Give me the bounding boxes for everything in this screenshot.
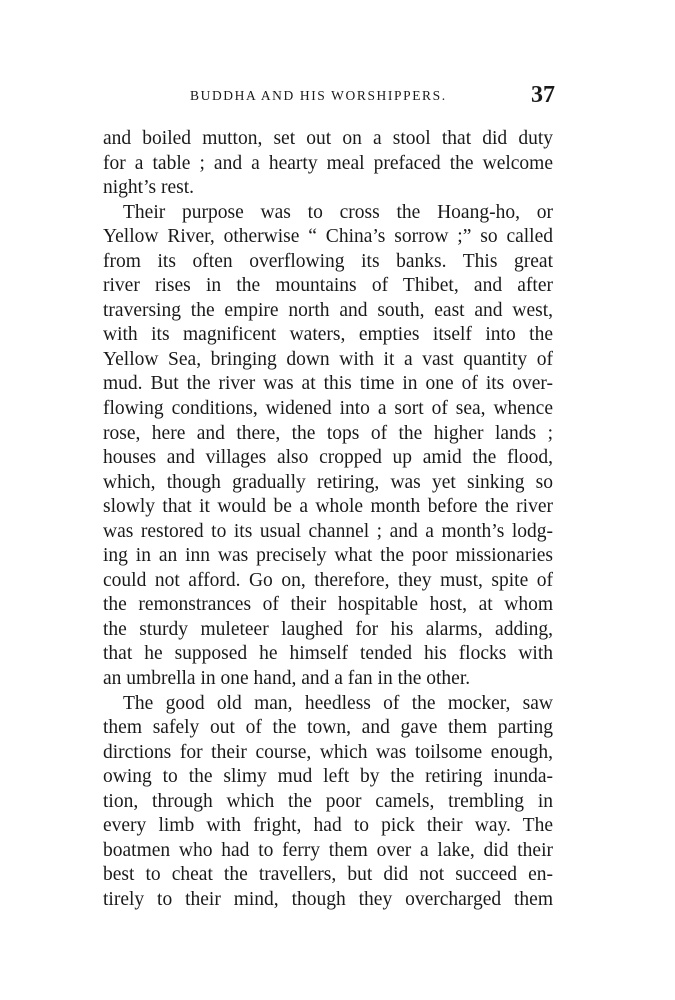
- text-line: every limb with fright, had to pick their way. The: [103, 815, 553, 837]
- text-line: from its often overflowing its banks. This great: [103, 250, 553, 272]
- text-line: flowing conditions, widened into a sort of sea, whence: [103, 398, 553, 420]
- body-text: [103, 127, 553, 913]
- paragraph-first-line: Their purpose was to cross the Hoang-ho, or: [123, 201, 553, 223]
- text-line: Yellow Sea, bringing down with it a vast quantity of: [103, 348, 553, 370]
- text-line: tirely to their mind, though they overcharged them: [103, 888, 553, 910]
- text-line: that he supposed he himself tended his flocks with: [103, 643, 553, 665]
- text-line: mud. But the river was at this time in one of its over-: [103, 373, 553, 395]
- text-line: night’s rest.: [103, 177, 194, 199]
- text-line: them safely out of the town, and gave them parting: [103, 717, 553, 739]
- text-line: Yellow River, otherwise “ China’s sorrow ;” so called: [103, 226, 553, 248]
- text-line: with its magnificent waters, empties itself into the: [103, 324, 553, 346]
- text-line: for a table ; and a hearty meal prefaced the welcome: [103, 152, 553, 174]
- text-line: was restored to its usual channel ; and a month’s lodg-: [103, 520, 553, 542]
- text-line: dirctions for their course, which was toilsome enough,: [103, 741, 553, 763]
- text-line: boatmen who had to ferry them over a lake, did their: [103, 839, 553, 861]
- text-line: the sturdy muleteer laughed for his alarms, adding,: [103, 618, 553, 640]
- text-line: owing to the slimy mud left by the retiring inunda-: [103, 766, 553, 788]
- text-line: river rises in the mountains of Thibet, and after: [103, 275, 553, 297]
- text-line: rose, here and there, the tops of the higher lands ;: [103, 422, 553, 444]
- text-line: an umbrella in one hand, and a fan in the other.: [103, 668, 471, 690]
- text-line: which, though gradually retiring, was yet sinking so: [103, 471, 553, 493]
- text-line: traversing the empire north and south, east and west,: [103, 299, 553, 321]
- page-number: 37: [531, 82, 555, 108]
- running-title: BUDDHA AND HIS WORSHIPPERS.: [190, 88, 447, 103]
- text-line: ing in an inn was precisely what the poor missionaries: [103, 545, 553, 567]
- text-line: best to cheat the travellers, but did not succeed en-: [103, 864, 553, 886]
- paragraph-first-line: The good old man, heedless of the mocker, saw: [123, 692, 553, 714]
- text-line: the remonstrances of their hospitable host, at whom: [103, 594, 553, 616]
- text-line: could not afford. Go on, therefore, they must, spite of: [103, 569, 553, 591]
- text-line: and boiled mutton, set out on a stool that did duty: [103, 128, 553, 149]
- text-line: tion, through which the poor camels, trembling in: [103, 790, 553, 812]
- text-line: slowly that it would be a whole month before the river: [103, 496, 553, 518]
- text-line: houses and villages also cropped up amid the flood,: [103, 447, 553, 469]
